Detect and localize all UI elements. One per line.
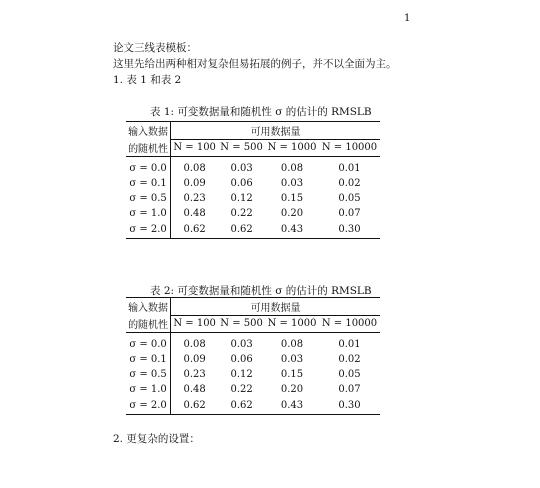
table-cell: 0.12 (230, 369, 253, 380)
table-cell: 0.23 (183, 369, 206, 380)
table-cell: 0.62 (171, 221, 218, 239)
column-header: N = 100 (171, 315, 218, 333)
table-row (126, 206, 380, 221)
table-cell: 0.15 (280, 193, 304, 204)
table-cell: 0.02 (338, 178, 361, 189)
table-cell: 0.09 (183, 354, 206, 365)
row-label-header-line1: 输入数据 (126, 122, 171, 140)
row-label: σ = 1.0 (126, 382, 171, 397)
table-cell: 0.30 (319, 397, 380, 415)
table-cell: 0.15 (280, 369, 304, 380)
table-row (126, 221, 380, 239)
intro-line-2: 这里先给出两种相对复杂但易拓展的例子，并不以全面为主。 (113, 58, 397, 70)
table-cell: 0.48 (183, 208, 206, 219)
row-label: σ = 2.0 (126, 221, 171, 239)
row-label: σ = 0.5 (126, 367, 171, 382)
row-label: σ = 0.1 (126, 352, 171, 367)
column-header: N = 10000 (319, 315, 380, 333)
row-label: σ = 2.0 (126, 397, 171, 415)
table-cell: 0.05 (338, 369, 361, 380)
table-row (126, 367, 380, 382)
row-label-header-line2: 的随机性 (126, 315, 171, 333)
table-1 (126, 121, 380, 239)
table-cell: 0.05 (338, 193, 361, 204)
intro-line-3: 1. 表 1 和表 2 (113, 74, 182, 86)
table-cell: 0.22 (230, 208, 253, 219)
table-2-caption: 表 2: 可变数据量和随机性 σ 的估计的 RMSLB (150, 285, 372, 297)
table-row (126, 352, 380, 367)
column-header: N = 100 (171, 139, 218, 157)
table-cell: 0.06 (230, 178, 253, 189)
row-label-header-line1: 输入数据 (126, 298, 171, 316)
row-label: σ = 0.1 (126, 176, 171, 191)
table-cell: 0.62 (171, 397, 218, 415)
table-cell: 0.08 (183, 163, 206, 174)
table-row (126, 397, 380, 415)
table-row (126, 337, 380, 352)
table-cell: 0.03 (280, 178, 304, 189)
column-header: N = 10000 (319, 139, 380, 157)
row-label: σ = 0.0 (126, 337, 171, 352)
group-header: 可用数据量 (171, 122, 380, 140)
row-label: σ = 1.0 (126, 206, 171, 221)
row-label: σ = 0.5 (126, 191, 171, 206)
table-row (126, 161, 380, 176)
table-cell: 0.01 (338, 339, 361, 350)
table-cell: 0.62 (218, 221, 265, 239)
intro-line-1: 论文三线表模板： (113, 42, 197, 54)
column-header: N = 500 (218, 315, 265, 333)
table-cell: 0.08 (280, 163, 304, 174)
table-row (126, 382, 380, 397)
table-cell: 0.43 (265, 221, 319, 239)
table-cell: 0.22 (230, 384, 253, 395)
column-header: N = 1000 (265, 315, 319, 333)
table-cell: 0.01 (338, 163, 361, 174)
table-cell: 0.03 (230, 339, 253, 350)
column-header: N = 500 (218, 139, 265, 157)
table-cell: 0.03 (230, 163, 253, 174)
table-cell: 0.06 (230, 354, 253, 365)
row-label-header-line2: 的随机性 (126, 139, 171, 157)
column-header: N = 1000 (265, 139, 319, 157)
section-2-heading: 2. 更复杂的设置： (113, 433, 200, 445)
table-cell: 0.20 (280, 384, 304, 395)
table-2 (126, 297, 380, 415)
row-label: σ = 0.0 (126, 161, 171, 176)
page-number: 1 (404, 13, 411, 24)
table-cell: 0.08 (183, 339, 206, 350)
table-cell: 0.12 (230, 193, 253, 204)
table-cell: 0.48 (183, 384, 206, 395)
table-cell: 0.09 (183, 178, 206, 189)
table-cell: 0.23 (183, 193, 206, 204)
group-header: 可用数据量 (171, 298, 380, 316)
table-cell: 0.43 (265, 397, 319, 415)
table-cell: 0.30 (319, 221, 380, 239)
table-cell: 0.03 (280, 354, 304, 365)
table-row (126, 191, 380, 206)
table-cell: 0.02 (338, 354, 361, 365)
table-cell: 0.62 (218, 397, 265, 415)
table-cell: 0.20 (280, 208, 304, 219)
table-cell: 0.07 (338, 208, 361, 219)
table-cell: 0.08 (280, 339, 304, 350)
table-row (126, 176, 380, 191)
table-1-caption: 表 1: 可变数据量和随机性 σ 的估计的 RMSLB (150, 106, 372, 118)
table-cell: 0.07 (338, 384, 361, 395)
